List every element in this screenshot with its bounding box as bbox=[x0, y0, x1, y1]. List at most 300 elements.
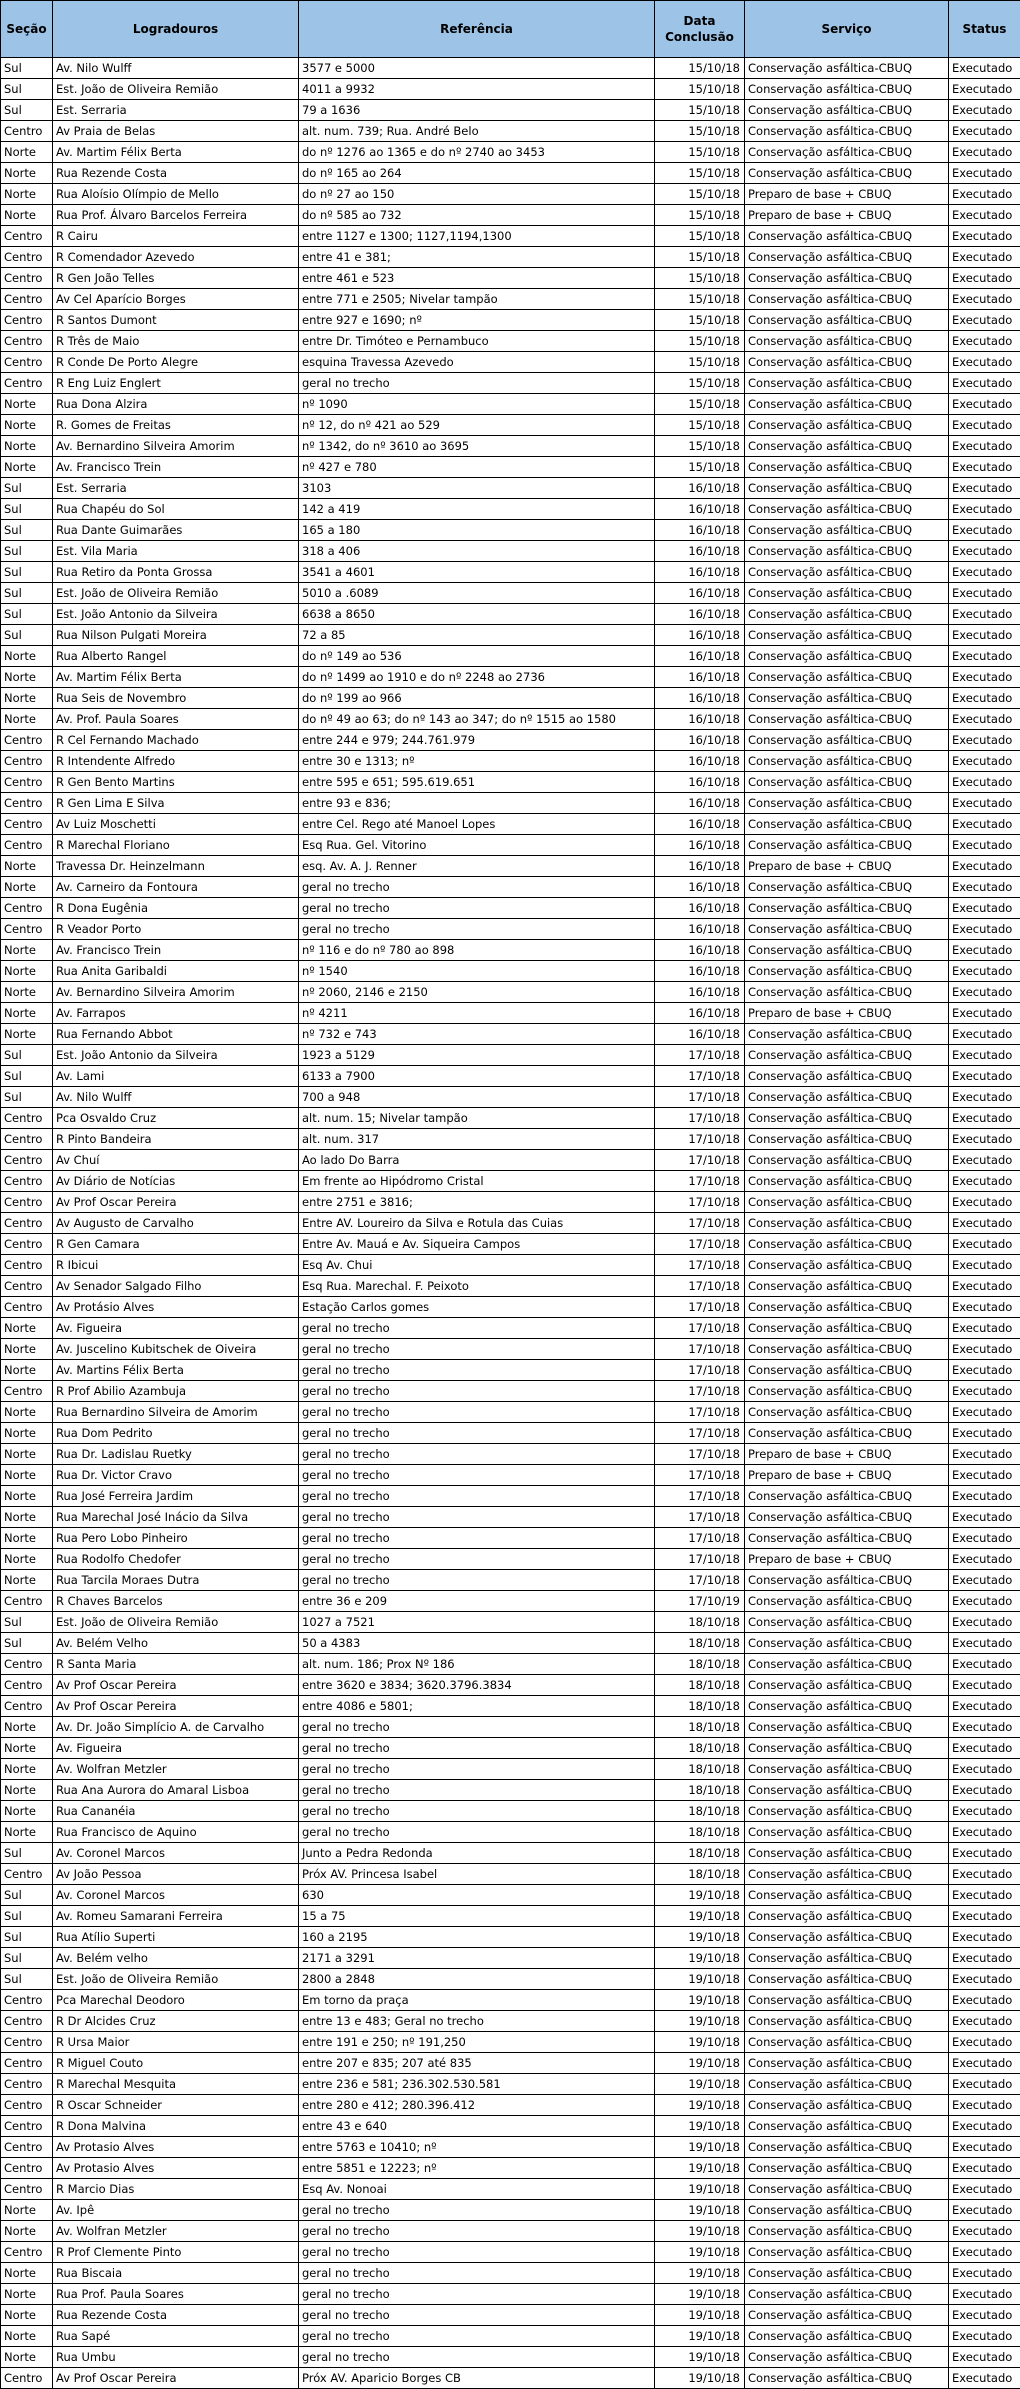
referencia-cell: geral no trecho bbox=[299, 2305, 655, 2326]
referencia-cell: entre 191 e 250; nº 191,250 bbox=[299, 2032, 655, 2053]
table-row bbox=[1, 2032, 1020, 2053]
status-cell: Executado bbox=[949, 478, 1020, 499]
data-cell: 15/10/18 bbox=[655, 205, 745, 226]
table-row bbox=[1, 58, 1020, 79]
referencia-cell: geral no trecho bbox=[299, 2347, 655, 2368]
secao-cell: Centro bbox=[1, 2368, 53, 2389]
data-cell: 16/10/18 bbox=[655, 1024, 745, 1045]
data-cell: 18/10/18 bbox=[655, 1843, 745, 1864]
logradouro-cell: Rua Fernando Abbot bbox=[53, 1024, 299, 1045]
referencia-cell: geral no trecho bbox=[299, 1423, 655, 1444]
data-cell: 17/10/18 bbox=[655, 1045, 745, 1066]
logradouro-cell: Est. João Antonio da Silveira bbox=[53, 604, 299, 625]
secao-cell: Norte bbox=[1, 982, 53, 1003]
secao-cell: Norte bbox=[1, 1318, 53, 1339]
referencia-cell: entre 207 e 835; 207 até 835 bbox=[299, 2053, 655, 2074]
referencia-cell: entre 461 e 523 bbox=[299, 268, 655, 289]
data-cell: 16/10/18 bbox=[655, 835, 745, 856]
table-row bbox=[1, 1759, 1020, 1780]
secao-cell: Norte bbox=[1, 394, 53, 415]
status-cell: Executado bbox=[949, 1927, 1020, 1948]
status-cell: Executado bbox=[949, 1297, 1020, 1318]
logradouro-cell: Av. Bernardino Silveira Amorim bbox=[53, 982, 299, 1003]
referencia-cell: esquina Travessa Azevedo bbox=[299, 352, 655, 373]
referencia-cell: 6638 a 8650 bbox=[299, 604, 655, 625]
servico-cell: Conservação asfáltica-CBUQ bbox=[745, 457, 949, 478]
status-cell: Executado bbox=[949, 1024, 1020, 1045]
data-cell: 19/10/18 bbox=[655, 1885, 745, 1906]
logradouro-cell: Rua Nilson Pulgati Moreira bbox=[53, 625, 299, 646]
secao-cell: Sul bbox=[1, 1885, 53, 1906]
secao-cell: Norte bbox=[1, 1465, 53, 1486]
logradouro-cell: R Santos Dumont bbox=[53, 310, 299, 331]
data-cell: 17/10/18 bbox=[655, 1570, 745, 1591]
logradouro-cell: Av. Lami bbox=[53, 1066, 299, 1087]
table-row bbox=[1, 1255, 1020, 1276]
status-cell: Executado bbox=[949, 793, 1020, 814]
data-cell: 15/10/18 bbox=[655, 247, 745, 268]
logradouro-cell: Est. Serraria bbox=[53, 478, 299, 499]
servico-cell: Conservação asfáltica-CBUQ bbox=[745, 2053, 949, 2074]
data-cell: 17/10/18 bbox=[655, 1066, 745, 1087]
status-cell: Executado bbox=[949, 961, 1020, 982]
status-cell: Executado bbox=[949, 1171, 1020, 1192]
referencia-cell: geral no trecho bbox=[299, 373, 655, 394]
servico-cell: Conservação asfáltica-CBUQ bbox=[745, 1696, 949, 1717]
logradouro-cell: Av Chuí bbox=[53, 1150, 299, 1171]
servico-cell: Conservação asfáltica-CBUQ bbox=[745, 1507, 949, 1528]
data-cell: 17/10/18 bbox=[655, 1276, 745, 1297]
referencia-cell: 5010 a .6089 bbox=[299, 583, 655, 604]
status-cell: Executado bbox=[949, 205, 1020, 226]
logradouro-cell: Est. Vila Maria bbox=[53, 541, 299, 562]
referencia-cell: Próx AV. Princesa Isabel bbox=[299, 1864, 655, 1885]
logradouro-cell: Av Protasio Alves bbox=[53, 2158, 299, 2179]
secao-cell: Norte bbox=[1, 1717, 53, 1738]
data-cell: 15/10/18 bbox=[655, 142, 745, 163]
status-cell: Executado bbox=[949, 1633, 1020, 1654]
servico-cell: Preparo de base + CBUQ bbox=[745, 1003, 949, 1024]
secao-cell: Norte bbox=[1, 2221, 53, 2242]
secao-cell: Centro bbox=[1, 268, 53, 289]
table-row bbox=[1, 1864, 1020, 1885]
data-cell: 19/10/18 bbox=[655, 2116, 745, 2137]
referencia-cell: geral no trecho bbox=[299, 1318, 655, 1339]
data-cell: 16/10/18 bbox=[655, 583, 745, 604]
status-cell: Executado bbox=[949, 667, 1020, 688]
servico-cell: Conservação asfáltica-CBUQ bbox=[745, 247, 949, 268]
data-cell: 16/10/18 bbox=[655, 541, 745, 562]
servico-cell: Conservação asfáltica-CBUQ bbox=[745, 499, 949, 520]
secao-cell: Sul bbox=[1, 1843, 53, 1864]
table-header bbox=[1, 1, 1020, 58]
servico-cell: Preparo de base + CBUQ bbox=[745, 205, 949, 226]
status-cell: Executado bbox=[949, 2305, 1020, 2326]
secao-cell: Sul bbox=[1, 1087, 53, 1108]
data-cell: 17/10/18 bbox=[655, 1423, 745, 1444]
servico-cell: Conservação asfáltica-CBUQ bbox=[745, 1801, 949, 1822]
logradouro-cell: Rua Francisco de Aquino bbox=[53, 1822, 299, 1843]
data-cell: 15/10/18 bbox=[655, 163, 745, 184]
logradouro-cell: R Oscar Schneider bbox=[53, 2095, 299, 2116]
servico-cell: Conservação asfáltica-CBUQ bbox=[745, 373, 949, 394]
header-logradouros: Logradouros bbox=[53, 1, 299, 58]
table-row bbox=[1, 1654, 1020, 1675]
referencia-cell: nº 2060, 2146 e 2150 bbox=[299, 982, 655, 1003]
status-cell: Executado bbox=[949, 415, 1020, 436]
servico-cell: Conservação asfáltica-CBUQ bbox=[745, 79, 949, 100]
status-cell: Executado bbox=[949, 1276, 1020, 1297]
referencia-cell: 2800 a 2848 bbox=[299, 1969, 655, 1990]
secao-cell: Centro bbox=[1, 1255, 53, 1276]
status-cell: Executado bbox=[949, 1486, 1020, 1507]
logradouro-cell: Av Prof Oscar Pereira bbox=[53, 2368, 299, 2389]
servico-cell: Conservação asfáltica-CBUQ bbox=[745, 2221, 949, 2242]
referencia-cell: entre 3620 e 3834; 3620.3796.3834 bbox=[299, 1675, 655, 1696]
data-cell: 16/10/18 bbox=[655, 709, 745, 730]
referencia-cell: nº 116 e do nº 780 ao 898 bbox=[299, 940, 655, 961]
referencia-cell: 6133 a 7900 bbox=[299, 1066, 655, 1087]
table-row bbox=[1, 1213, 1020, 1234]
secao-cell: Centro bbox=[1, 373, 53, 394]
table-row bbox=[1, 1591, 1020, 1612]
data-cell: 18/10/18 bbox=[655, 1822, 745, 1843]
table-row bbox=[1, 730, 1020, 751]
logradouro-cell: Av Protásio Alves bbox=[53, 1297, 299, 1318]
logradouro-cell: R Comendador Azevedo bbox=[53, 247, 299, 268]
table-row bbox=[1, 1129, 1020, 1150]
data-cell: 17/10/18 bbox=[655, 1318, 745, 1339]
referencia-cell: geral no trecho bbox=[299, 1402, 655, 1423]
servico-cell: Conservação asfáltica-CBUQ bbox=[745, 1927, 949, 1948]
logradouro-cell: Rua Rezende Costa bbox=[53, 163, 299, 184]
status-cell: Executado bbox=[949, 1066, 1020, 1087]
secao-cell: Norte bbox=[1, 184, 53, 205]
referencia-cell: 318 a 406 bbox=[299, 541, 655, 562]
servico-cell: Conservação asfáltica-CBUQ bbox=[745, 1969, 949, 1990]
logradouro-cell: Av. Figueira bbox=[53, 1738, 299, 1759]
status-cell: Executado bbox=[949, 940, 1020, 961]
data-cell: 19/10/18 bbox=[655, 2095, 745, 2116]
table-row bbox=[1, 793, 1020, 814]
table-row bbox=[1, 1276, 1020, 1297]
servico-cell: Conservação asfáltica-CBUQ bbox=[745, 331, 949, 352]
logradouro-cell: Av. Coronel Marcos bbox=[53, 1885, 299, 1906]
table-row bbox=[1, 1150, 1020, 1171]
status-cell: Executado bbox=[949, 2137, 1020, 2158]
data-cell: 19/10/18 bbox=[655, 1969, 745, 1990]
secao-cell: Centro bbox=[1, 751, 53, 772]
data-cell: 15/10/18 bbox=[655, 373, 745, 394]
referencia-cell: nº 427 e 780 bbox=[299, 457, 655, 478]
servico-cell: Conservação asfáltica-CBUQ bbox=[745, 2347, 949, 2368]
status-cell: Executado bbox=[949, 2179, 1020, 2200]
servico-cell: Conservação asfáltica-CBUQ bbox=[745, 1150, 949, 1171]
servico-cell: Conservação asfáltica-CBUQ bbox=[745, 667, 949, 688]
table-row bbox=[1, 1318, 1020, 1339]
logradouro-cell: R Pinto Bandeira bbox=[53, 1129, 299, 1150]
secao-cell: Centro bbox=[1, 2074, 53, 2095]
referencia-cell: nº 1342, do nº 3610 ao 3695 bbox=[299, 436, 655, 457]
servico-cell: Conservação asfáltica-CBUQ bbox=[745, 1780, 949, 1801]
logradouro-cell: R Santa Maria bbox=[53, 1654, 299, 1675]
logradouro-cell: Rua Dr. Victor Cravo bbox=[53, 1465, 299, 1486]
data-cell: 15/10/18 bbox=[655, 121, 745, 142]
logradouro-cell: Rua Marechal José Inácio da Silva bbox=[53, 1507, 299, 1528]
secao-cell: Sul bbox=[1, 79, 53, 100]
data-cell: 17/10/18 bbox=[655, 1234, 745, 1255]
logradouro-cell: Av. Wolfran Metzler bbox=[53, 2221, 299, 2242]
logradouro-cell: Av. Carneiro da Fontoura bbox=[53, 877, 299, 898]
table-row bbox=[1, 394, 1020, 415]
servico-cell: Conservação asfáltica-CBUQ bbox=[745, 1612, 949, 1633]
logradouro-cell: Rua José Ferreira Jardim bbox=[53, 1486, 299, 1507]
servico-cell: Conservação asfáltica-CBUQ bbox=[745, 2284, 949, 2305]
data-cell: 19/10/18 bbox=[655, 2242, 745, 2263]
referencia-cell: Em frente ao Hipódromo Cristal bbox=[299, 1171, 655, 1192]
secao-cell: Norte bbox=[1, 1570, 53, 1591]
data-cell: 16/10/18 bbox=[655, 856, 745, 877]
table-row bbox=[1, 1780, 1020, 1801]
status-cell: Executado bbox=[949, 2347, 1020, 2368]
logradouro-cell: Rua Dr. Ladislau Ruetky bbox=[53, 1444, 299, 1465]
logradouro-cell: Av Senador Salgado Filho bbox=[53, 1276, 299, 1297]
servico-cell: Conservação asfáltica-CBUQ bbox=[745, 1654, 949, 1675]
table-row bbox=[1, 226, 1020, 247]
servico-cell: Conservação asfáltica-CBUQ bbox=[745, 604, 949, 625]
logradouro-cell: Est. Serraria bbox=[53, 100, 299, 121]
referencia-cell: entre 4086 e 5801; bbox=[299, 1696, 655, 1717]
secao-cell: Norte bbox=[1, 1402, 53, 1423]
secao-cell: Norte bbox=[1, 961, 53, 982]
servico-cell: Conservação asfáltica-CBUQ bbox=[745, 478, 949, 499]
servico-cell: Conservação asfáltica-CBUQ bbox=[745, 1486, 949, 1507]
status-cell: Executado bbox=[949, 1339, 1020, 1360]
secao-cell: Sul bbox=[1, 100, 53, 121]
servico-cell: Conservação asfáltica-CBUQ bbox=[745, 541, 949, 562]
referencia-cell: 630 bbox=[299, 1885, 655, 1906]
logradouro-cell: Rua Rodolfo Chedofer bbox=[53, 1549, 299, 1570]
table-row bbox=[1, 1885, 1020, 1906]
logradouro-cell: Av Luiz Moschetti bbox=[53, 814, 299, 835]
data-cell: 17/10/18 bbox=[655, 1150, 745, 1171]
table-row bbox=[1, 1066, 1020, 1087]
table-row bbox=[1, 2011, 1020, 2032]
referencia-cell: geral no trecho bbox=[299, 1339, 655, 1360]
table-row bbox=[1, 478, 1020, 499]
servico-cell: Conservação asfáltica-CBUQ bbox=[745, 583, 949, 604]
table-row bbox=[1, 583, 1020, 604]
status-cell: Executado bbox=[949, 2263, 1020, 2284]
logradouro-cell: R Gen Bento Martins bbox=[53, 772, 299, 793]
table-row bbox=[1, 1171, 1020, 1192]
logradouro-cell: Av Prof Oscar Pereira bbox=[53, 1192, 299, 1213]
table-row bbox=[1, 373, 1020, 394]
data-cell: 18/10/18 bbox=[655, 1675, 745, 1696]
header-secao: Seção bbox=[1, 1, 53, 58]
secao-cell: Norte bbox=[1, 2326, 53, 2347]
data-cell: 17/10/19 bbox=[655, 1591, 745, 1612]
data-cell: 18/10/18 bbox=[655, 1717, 745, 1738]
data-cell: 17/10/18 bbox=[655, 1507, 745, 1528]
table-row bbox=[1, 772, 1020, 793]
logradouro-cell: Rua Dom Pedrito bbox=[53, 1423, 299, 1444]
secao-cell: Centro bbox=[1, 919, 53, 940]
status-cell: Executado bbox=[949, 520, 1020, 541]
table-row bbox=[1, 1465, 1020, 1486]
secao-cell: Centro bbox=[1, 289, 53, 310]
status-cell: Executado bbox=[949, 562, 1020, 583]
secao-cell: Norte bbox=[1, 2347, 53, 2368]
referencia-cell: Esq Rua. Marechal. F. Peixoto bbox=[299, 1276, 655, 1297]
logradouro-cell: R Miguel Couto bbox=[53, 2053, 299, 2074]
table-row bbox=[1, 2263, 1020, 2284]
data-cell: 17/10/18 bbox=[655, 1444, 745, 1465]
data-cell: 16/10/18 bbox=[655, 688, 745, 709]
logradouro-cell: Av Prof Oscar Pereira bbox=[53, 1675, 299, 1696]
status-cell: Executado bbox=[949, 142, 1020, 163]
referencia-cell: do nº 585 ao 732 bbox=[299, 205, 655, 226]
status-cell: Executado bbox=[949, 1423, 1020, 1444]
secao-cell: Centro bbox=[1, 1381, 53, 1402]
referencia-cell: 165 a 180 bbox=[299, 520, 655, 541]
table-row bbox=[1, 1633, 1020, 1654]
secao-cell: Norte bbox=[1, 2200, 53, 2221]
table-row bbox=[1, 1507, 1020, 1528]
table-row bbox=[1, 520, 1020, 541]
table-row bbox=[1, 268, 1020, 289]
servico-cell: Conservação asfáltica-CBUQ bbox=[745, 709, 949, 730]
servico-cell: Conservação asfáltica-CBUQ bbox=[745, 121, 949, 142]
logradouro-cell: Rua Anita Garibaldi bbox=[53, 961, 299, 982]
logradouro-cell: R Prof Clemente Pinto bbox=[53, 2242, 299, 2263]
logradouro-cell: R Veador Porto bbox=[53, 919, 299, 940]
referencia-cell: entre 2751 e 3816; bbox=[299, 1192, 655, 1213]
logradouro-cell: Rua Retiro da Ponta Grossa bbox=[53, 562, 299, 583]
status-cell: Executado bbox=[949, 1843, 1020, 1864]
table-row bbox=[1, 667, 1020, 688]
status-cell: Executado bbox=[949, 310, 1020, 331]
data-cell: 19/10/18 bbox=[655, 2305, 745, 2326]
data-cell: 17/10/18 bbox=[655, 1549, 745, 1570]
table-row bbox=[1, 2137, 1020, 2158]
table-row bbox=[1, 457, 1020, 478]
servico-cell: Conservação asfáltica-CBUQ bbox=[745, 1570, 949, 1591]
logradouro-cell: R Gen Lima E Silva bbox=[53, 793, 299, 814]
status-cell: Executado bbox=[949, 1150, 1020, 1171]
servico-cell: Conservação asfáltica-CBUQ bbox=[745, 1738, 949, 1759]
status-cell: Executado bbox=[949, 2011, 1020, 2032]
secao-cell: Norte bbox=[1, 2263, 53, 2284]
status-cell: Executado bbox=[949, 121, 1020, 142]
logradouro-cell: R Dr Alcides Cruz bbox=[53, 2011, 299, 2032]
logradouro-cell: Av Diário de Notícias bbox=[53, 1171, 299, 1192]
servico-cell: Conservação asfáltica-CBUQ bbox=[745, 226, 949, 247]
data-cell: 17/10/18 bbox=[655, 1129, 745, 1150]
secao-cell: Norte bbox=[1, 1528, 53, 1549]
secao-cell: Norte bbox=[1, 1780, 53, 1801]
logradouro-cell: Rua Alberto Rangel bbox=[53, 646, 299, 667]
referencia-cell: 79 a 1636 bbox=[299, 100, 655, 121]
referencia-cell: 3541 a 4601 bbox=[299, 562, 655, 583]
logradouro-cell: R Ursa Maior bbox=[53, 2032, 299, 2053]
logradouro-cell: Rua Dona Alzira bbox=[53, 394, 299, 415]
table-row bbox=[1, 1990, 1020, 2011]
status-cell: Executado bbox=[949, 2032, 1020, 2053]
data-cell: 15/10/18 bbox=[655, 100, 745, 121]
servico-cell: Preparo de base + CBUQ bbox=[745, 856, 949, 877]
servico-cell: Conservação asfáltica-CBUQ bbox=[745, 1885, 949, 1906]
logradouro-cell: Av Prof Oscar Pereira bbox=[53, 1696, 299, 1717]
data-cell: 18/10/18 bbox=[655, 1696, 745, 1717]
servico-cell: Conservação asfáltica-CBUQ bbox=[745, 268, 949, 289]
servico-cell: Conservação asfáltica-CBUQ bbox=[745, 436, 949, 457]
status-cell: Executado bbox=[949, 1948, 1020, 1969]
status-cell: Executado bbox=[949, 1591, 1020, 1612]
data-cell: 16/10/18 bbox=[655, 814, 745, 835]
secao-cell: Norte bbox=[1, 1423, 53, 1444]
status-cell: Executado bbox=[949, 583, 1020, 604]
status-cell: Executado bbox=[949, 1969, 1020, 1990]
logradouro-cell: Av. Francisco Trein bbox=[53, 457, 299, 478]
table-row bbox=[1, 1969, 1020, 1990]
data-cell: 15/10/18 bbox=[655, 79, 745, 100]
data-cell: 15/10/18 bbox=[655, 352, 745, 373]
servico-cell: Preparo de base + CBUQ bbox=[745, 1465, 949, 1486]
referencia-cell: entre Cel. Rego até Manoel Lopes bbox=[299, 814, 655, 835]
secao-cell: Norte bbox=[1, 1360, 53, 1381]
referencia-cell: 15 a 75 bbox=[299, 1906, 655, 1927]
secao-cell: Sul bbox=[1, 1969, 53, 1990]
data-cell: 15/10/18 bbox=[655, 268, 745, 289]
data-cell: 18/10/18 bbox=[655, 1738, 745, 1759]
table-row bbox=[1, 877, 1020, 898]
logradouro-cell: Travessa Dr. Heinzelmann bbox=[53, 856, 299, 877]
data-cell: 19/10/18 bbox=[655, 2137, 745, 2158]
logradouro-cell: R Marechal Floriano bbox=[53, 835, 299, 856]
data-cell: 18/10/18 bbox=[655, 1780, 745, 1801]
status-cell: Executado bbox=[949, 1360, 1020, 1381]
logradouro-cell: Av. Nilo Wulff bbox=[53, 1087, 299, 1108]
status-cell: Executado bbox=[949, 1465, 1020, 1486]
logradouro-cell: Est. João de Oliveira Remião bbox=[53, 1969, 299, 1990]
data-cell: 19/10/18 bbox=[655, 2158, 745, 2179]
status-cell: Executado bbox=[949, 1864, 1020, 1885]
secao-cell: Centro bbox=[1, 1213, 53, 1234]
data-cell: 16/10/18 bbox=[655, 730, 745, 751]
secao-cell: Centro bbox=[1, 2242, 53, 2263]
secao-cell: Centro bbox=[1, 352, 53, 373]
servico-cell: Conservação asfáltica-CBUQ bbox=[745, 1276, 949, 1297]
servico-cell: Conservação asfáltica-CBUQ bbox=[745, 1381, 949, 1402]
table-row bbox=[1, 646, 1020, 667]
referencia-cell: geral no trecho bbox=[299, 898, 655, 919]
referencia-cell: do nº 199 ao 966 bbox=[299, 688, 655, 709]
logradouro-cell: Est. João de Oliveira Remião bbox=[53, 1612, 299, 1633]
status-cell: Executado bbox=[949, 1381, 1020, 1402]
secao-cell: Sul bbox=[1, 1927, 53, 1948]
data-cell: 16/10/18 bbox=[655, 982, 745, 1003]
referencia-cell: geral no trecho bbox=[299, 1717, 655, 1738]
status-cell: Executado bbox=[949, 1780, 1020, 1801]
servico-cell: Conservação asfáltica-CBUQ bbox=[745, 1843, 949, 1864]
servico-cell: Conservação asfáltica-CBUQ bbox=[745, 1906, 949, 1927]
table-row bbox=[1, 814, 1020, 835]
secao-cell: Centro bbox=[1, 1276, 53, 1297]
status-cell: Executado bbox=[949, 730, 1020, 751]
logradouro-cell: Rua Rezende Costa bbox=[53, 2305, 299, 2326]
data-cell: 16/10/18 bbox=[655, 751, 745, 772]
